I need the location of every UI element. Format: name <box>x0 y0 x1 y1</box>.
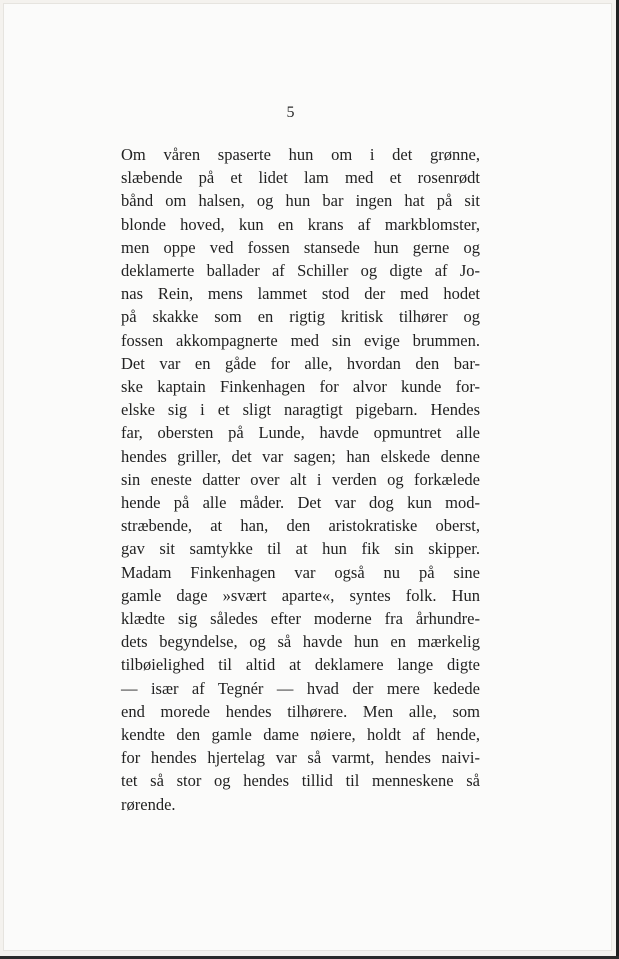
page-number: 5 <box>286 104 295 121</box>
text-line: slæbende på et lidet lam med et rosenrødt <box>121 168 480 188</box>
text-line: gamle dage »svært aparte«, syntes folk. Hun <box>121 585 480 605</box>
text-line: Madam Finkenhagen var også nu på sine <box>121 562 480 582</box>
text-line: på skakke som en rigtig kritisk tilhører og <box>121 307 480 327</box>
text-line: tet så stor og hendes tillid til menneskene så <box>121 771 480 791</box>
text-line: stræbende, at han, den aristokratiske oberst, <box>121 516 480 536</box>
text-line: dets begyndelse, og så havde hun en mærkelig <box>121 632 480 652</box>
text-line: klædte sig således efter moderne fra århundre- <box>121 609 480 629</box>
text-line: ske kaptain Finkenhagen for alvor kunde for- <box>121 377 480 397</box>
text-line: kendte den gamle dame nøiere, holdt af hende, <box>121 725 480 745</box>
body-text <box>102 143 480 816</box>
text-line: Om våren spaserte hun om i det grønne, <box>121 145 480 164</box>
text-line: rørende. <box>121 794 176 814</box>
text-line: hendes griller, det var sagen; han elskede denne <box>121 446 480 466</box>
text-line: deklamerte ballader af Schiller og digte af Jo- <box>121 261 480 281</box>
paragraph-3 <box>102 561 480 816</box>
text-line: sin eneste datter over alt i verden og forkælede <box>121 469 480 489</box>
text-line: tilbøielighed til altid at deklamere lange digte <box>121 655 480 675</box>
text-line: men oppe ved fossen stansede hun gerne og <box>121 237 480 257</box>
text-line: — især af Tegnér — hvad der mere kedede <box>121 678 480 698</box>
text-line: nas Rein, mens lammet stod der med hodet <box>121 284 480 304</box>
text-line: blonde hoved, kun en krans af markblomster, <box>121 214 480 234</box>
text-line: gav sit samtykke til at hun fik sin skipper. <box>121 539 480 559</box>
text-line: elske sig i et sligt naragtigt pigebarn. Hendes <box>121 400 480 420</box>
text-line: end morede hendes tilhørere. Men alle, som <box>121 701 480 721</box>
text-line: far, obersten på Lunde, havde opmuntret alle <box>121 423 480 443</box>
text-line: for hendes hjertelag var så varmt, hendes naivi- <box>121 748 480 768</box>
text-line: Det var en gåde for alle, hvordan den bar- <box>121 353 480 373</box>
text-line: hende på alle måder. Det var dog kun mod- <box>121 493 480 513</box>
paragraph-1 <box>102 143 480 352</box>
paragraph-2 <box>102 352 480 561</box>
text-line: bånd om halsen, og hun bar ingen hat på sit <box>121 191 480 211</box>
text-line: fossen akkompagnerte med sin evige brummen. <box>121 330 480 350</box>
